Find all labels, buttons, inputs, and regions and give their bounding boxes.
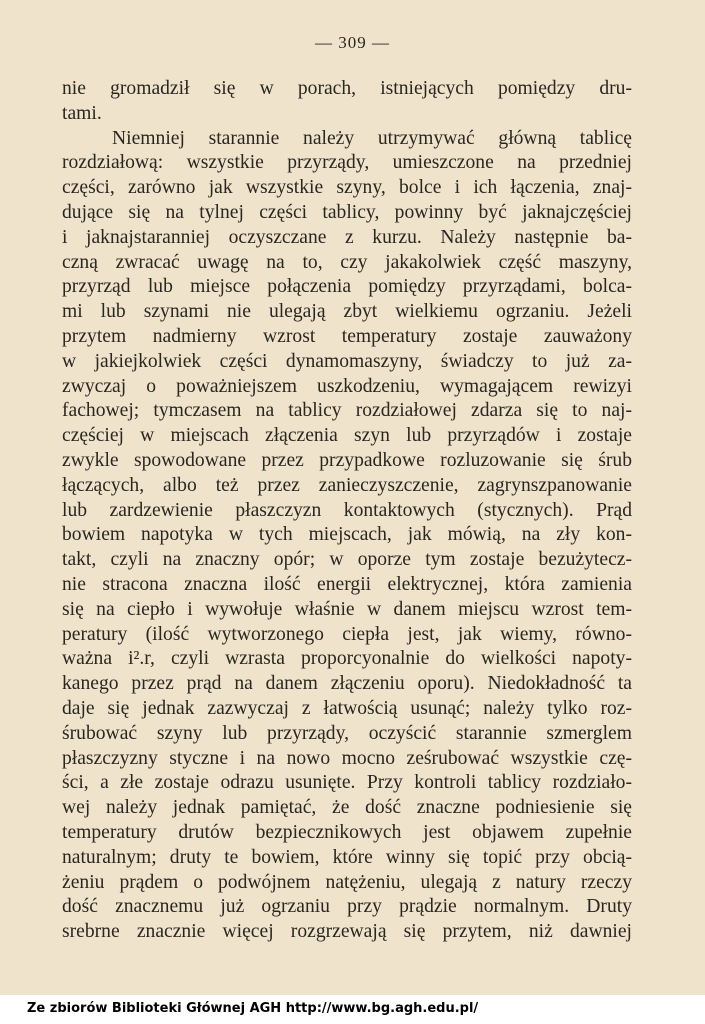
text-line: fachowej; tymczasem na tablicy rozdziałowej zdarza się to naj- (62, 400, 632, 422)
library-credit: Ze zbiorów Biblioteki Głównej AGH http://www.bg.agh.edu.pl/ (27, 1001, 479, 1016)
text-line: częściej w miejscach złączenia szyn lub przyrządów i zostaje (62, 425, 632, 447)
text-line: śrubować szyny lub przyrządy, oczyścić starannie szmerglem (62, 722, 632, 744)
text-line: nie gromadził się w porach, istniejących pomiędzy dru- (62, 78, 632, 99)
text-line: żeniu prądem o podwójnem natężeniu, ulegają z natury rzeczy (62, 871, 632, 893)
text-line: w jakiejkolwiek części dynamomaszyny, świadczy to już za- (62, 350, 632, 372)
text-line: temperatury drutów bezpiecznikowych jest objawem zupełnie (62, 821, 632, 843)
text-line: wej należy jednak pamiętać, że dość znaczne podniesienie się (62, 797, 632, 819)
text-line: przyrząd lub miejsce połączenia pomiędzy przyrządami, bolca- (62, 276, 632, 298)
text-line: peratury (ilość wytworzonego ciepła jest, jak wiemy, równo- (62, 623, 632, 645)
text-line: bowiem napotyka w tych miejscach, jak mówią, na zły kon- (62, 524, 632, 546)
text-line: tami. (62, 102, 102, 124)
text-line: srebrne znacznie więcej rozgrzewają się przytem, niż dawniej (62, 921, 632, 943)
text-line: płaszczyzny styczne i na nowo mocno ześrubować wszystkie czę- (62, 747, 632, 769)
text-line: rozdziałową: wszystkie przyrządy, umieszczone na przedniej (62, 152, 632, 174)
text-line: ści, a złe zostaje odrazu usunięte. Przy kontroli tablicy rozdziało- (62, 772, 632, 794)
text-line: dujące się na tylnej części tablicy, powinny być jaknajczęściej (62, 201, 632, 223)
text-line: takt, czyli na znaczny opór; w oporze tym zostaje bezużytecz- (62, 549, 632, 571)
text-line: kanego przez prąd na danem złączeniu oporu). Niedokładność ta (62, 673, 632, 695)
text-line: zwyczaj o poważniejszem uszkodzeniu, wymagającem rewizyi (62, 375, 632, 397)
text-line: dość znacznemu już ogrzaniu przy prądzie normalnym. Druty (62, 896, 632, 918)
text-line: lub zardzewienie płaszczyzn kontaktowych (stycznych). Prąd (62, 499, 632, 521)
body-text (62, 77, 632, 945)
text-line: przytem nadmierny wzrost temperatury zostaje zauważony (62, 325, 632, 347)
text-line: zwykle spowodowane przez przypadkowe rozluzowanie się śrub (62, 449, 632, 471)
page-number: — 309 — (315, 33, 390, 52)
text-line: czną zwracać uwagę na to, czy jakakolwiek część maszyny, (62, 251, 632, 273)
text-line: naturalnym; druty te bowiem, które winny się topić przy obcią- (62, 846, 632, 868)
text-line: łączących, albo też przez zanieczyszczenie, zagrynszpanowanie (62, 474, 632, 496)
text-line: Niemniej starannie należy utrzymywać główną tablicę (112, 127, 632, 149)
text-line: mi lub szynami nie ulegają zbyt wielkiemu ogrzaniu. Jeżeli (62, 301, 632, 323)
text-line: się na ciepło i wywołuje właśnie w danem miejscu wzrost tem- (62, 598, 632, 620)
text-line: części, zarówno jak wszystkie szyny, bolce i ich łączenia, znaj- (62, 177, 632, 199)
text-line: nie stracona znaczna ilość energii elektrycznej, która zamienia (62, 573, 632, 595)
text-line: i jaknajstaranniej oczyszczane z kurzu. Należy następnie ba- (62, 226, 632, 248)
text-line: ważna i².r, czyli wzrasta proporcyonalnie do wielkości napoty- (62, 648, 632, 670)
text-line: daje się jednak zazwyczaj z łatwością usunąć; należy tylko roz- (62, 697, 632, 719)
